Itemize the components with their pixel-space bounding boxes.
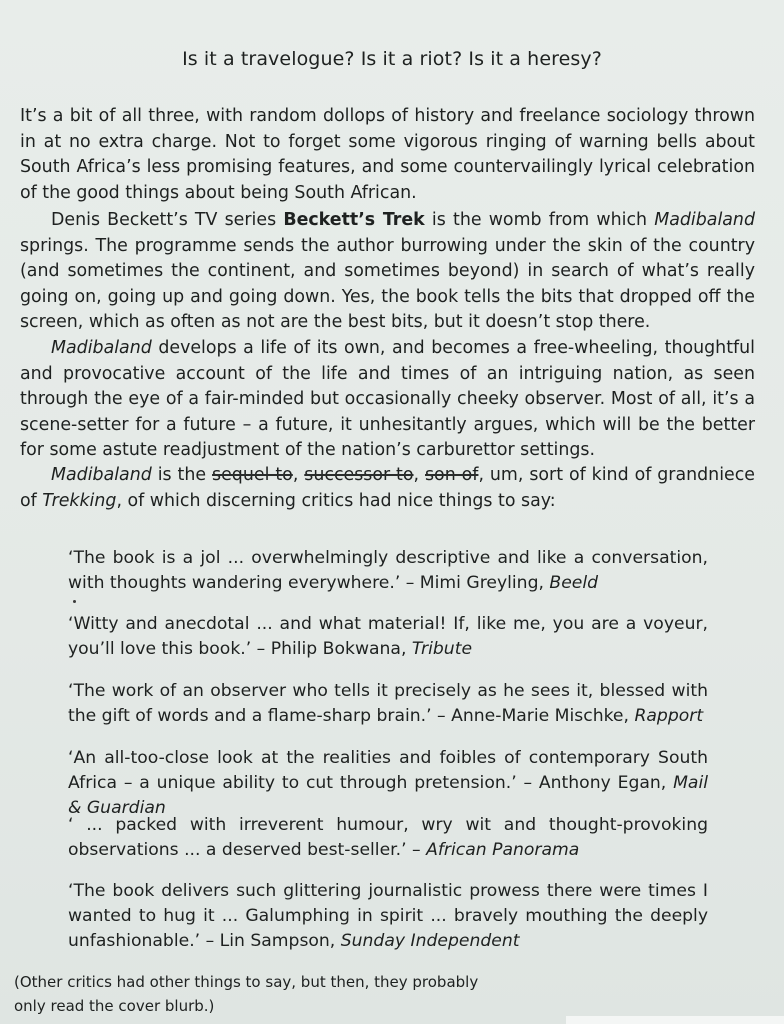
quote-text: ‘An all-too-close look at the realities and foibles of contemporary South Africa – a unique ability to cut through pretension.’ – Anthony Egan,: [68, 748, 708, 793]
book-title: Madibaland: [51, 338, 152, 358]
review-quote: [68, 612, 708, 662]
quote-source: Beeld: [549, 573, 599, 593]
quote-text: ‘The work of an observer who tells it precisely as he sees it, blessed with the gift of words and a flame-sharp brain.’ – Anne-Marie Mischke,: [68, 681, 708, 726]
text-span: is the womb from which: [424, 210, 655, 230]
quote-source: Sunday Independent: [340, 931, 520, 951]
struck-text: son of: [425, 465, 479, 485]
review-quote: [68, 679, 708, 729]
sequel-paragraph: [20, 463, 755, 514]
text-span: , of which discerning critics had nice things to say:: [116, 490, 556, 511]
text-span: springs. The programme sends the author burrowing under the skin of the country (and sometimes the continent, and sometimes beyond) in search of what’s really going on, going up and going down. Yes, the book tells the bits that dropped off the screen, which as often as not are the best bits, but it doesn’t stop there.: [20, 235, 755, 332]
text-span: , um, sort of kind of grandniece of: [20, 465, 755, 511]
text-span: Denis Beckett’s TV series: [51, 210, 284, 230]
footer-note: (Other critics had other things to say, but then, they probably only read the cover blurb.): [14, 973, 479, 1015]
review-quote: [68, 813, 708, 863]
series-paragraph: [20, 208, 755, 336]
text-span: ,: [292, 465, 305, 485]
text-span: ,: [413, 465, 425, 485]
text-span: is the: [151, 465, 213, 485]
previous-book-title: Trekking: [42, 490, 117, 511]
book-title: Madibaland: [51, 465, 152, 485]
description-paragraph: [20, 336, 755, 464]
quote-text: ‘Witty and anecdotal ... and what material! If, like me, you are a voyeur, you’ll love this book.’ – Philip Bokwana,: [68, 614, 708, 659]
series-title: Beckett’s Trek: [283, 210, 425, 230]
quote-source: African Panorama: [426, 840, 580, 860]
quote-text: ‘The book delivers such glittering journalistic prowess there were times I wanted to hug it ... Galumphing in spirit ... bravely mouthing the deeply unfashionable.’ – Lin Sampson,: [68, 881, 708, 951]
review-quote: [68, 746, 708, 821]
struck-text: successor to: [304, 465, 414, 485]
print-speck: [73, 600, 76, 603]
quote-text: ‘ ... packed with irreverent humour, wry wit and thought-provoking observations ... a deserved best-seller.’ –: [68, 815, 708, 860]
intro-paragraph: It’s a bit of all three, with random dollops of history and freelance sociology thrown in at no extra charge. Not to forget some vigorous ringing of warning bells about South Africa’s less promising features, and some countervailingly lyrical celebration of the good things about being South African.: [20, 106, 755, 203]
review-quote: [68, 879, 708, 954]
review-quote: [68, 546, 708, 596]
quote-source: Tribute: [411, 639, 473, 659]
book-title: Madibaland: [654, 210, 755, 230]
quote-source: Mail & Guardian: [68, 773, 708, 818]
quote-source: Rapport: [634, 706, 704, 726]
struck-text: sequel to: [212, 465, 293, 485]
paper-edge: [566, 1016, 784, 1024]
text-span: develops a life of its own, and becomes a free-wheeling, thoughtful and provocative account of the life and times of an intriguing nation, as seen through the eye of a fair-minded but occasionally cheeky observer. Most of all, it’s a scene-setter for a future – a future, it unhesitantly argues, which will be the better for some astute readjustment of the nation’s carburettor settings.: [20, 338, 755, 460]
page-title: Is it a travelogue? Is it a riot? Is it a heresy?: [182, 48, 602, 70]
quote-text: ‘The book is a jol ... overwhelmingly descriptive and like a conversation, with thoughts wandering everywhere.’ – Mimi Greyling,: [68, 548, 708, 593]
